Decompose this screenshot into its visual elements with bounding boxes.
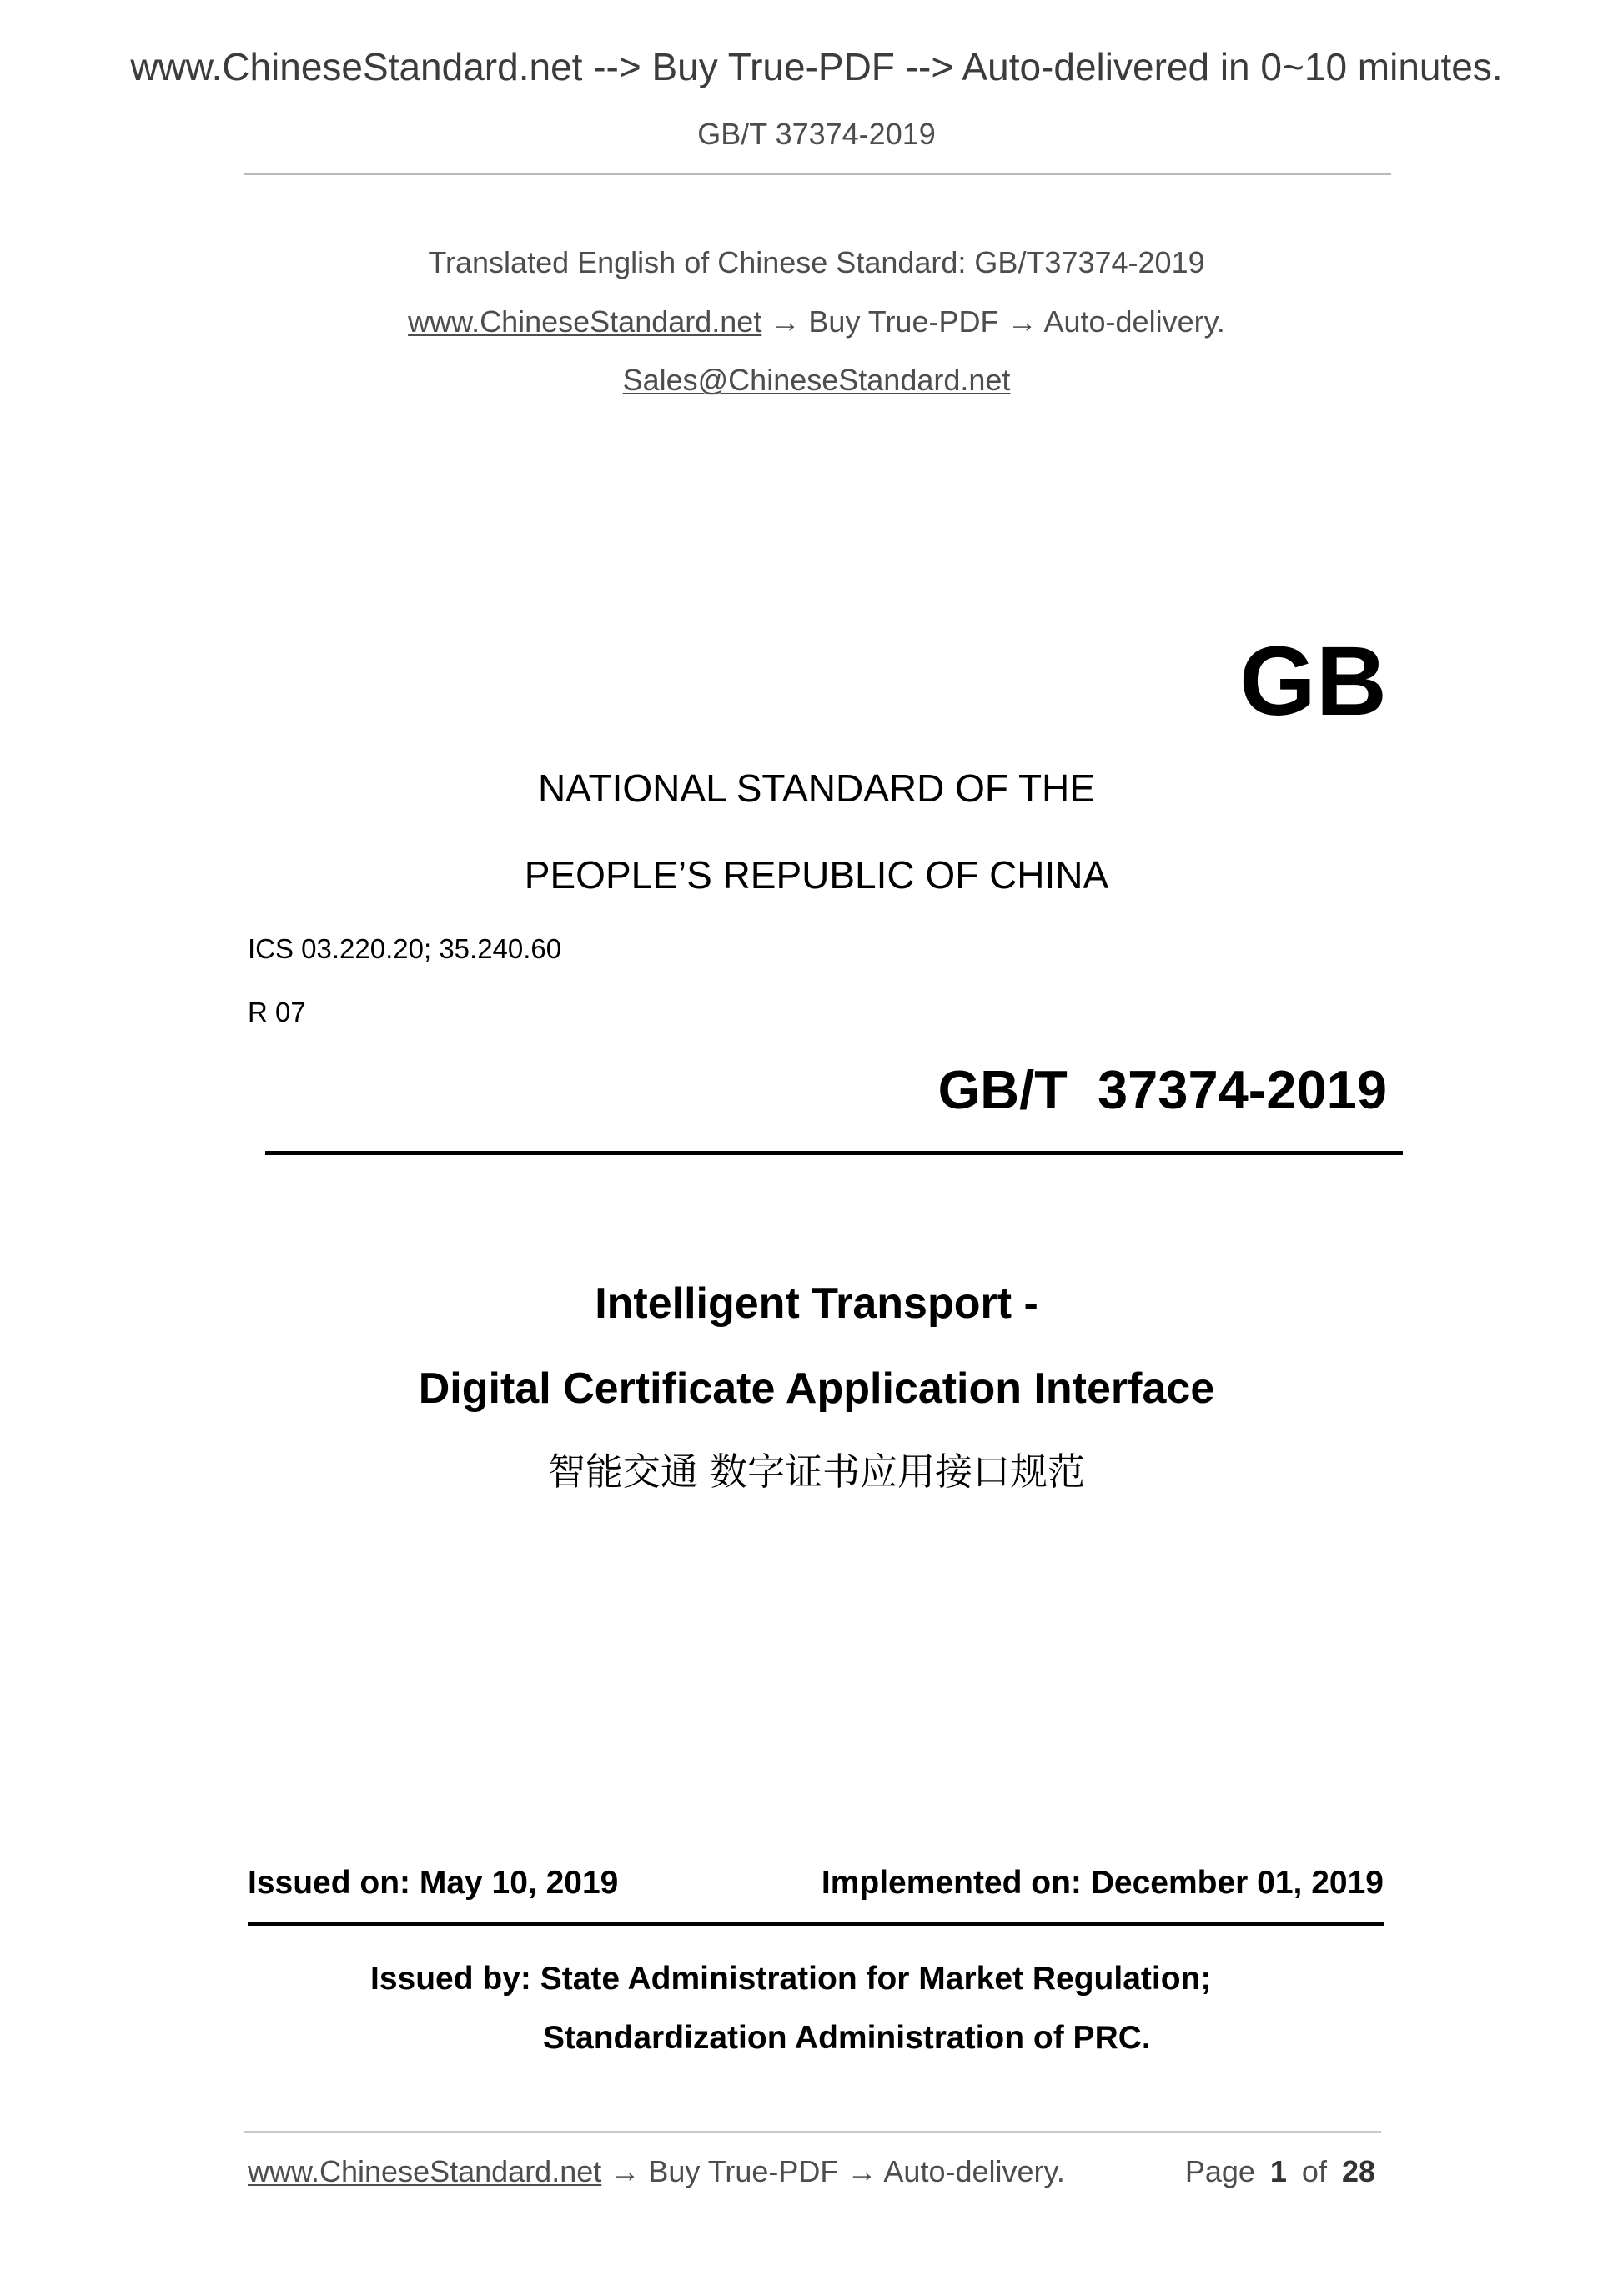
header-banner: www.ChineseStandard.net --> Buy True-PDF --> Auto-delivered in 0~10 minutes. xyxy=(130,45,1503,88)
dates-rule xyxy=(248,1922,1384,1926)
implemented-on-date: Implemented on: December 01, 2019 xyxy=(821,1865,1384,1901)
page-of-label: of xyxy=(1301,2154,1327,2188)
ccs-code: R 07 xyxy=(248,997,306,1027)
sales-email-link[interactable]: Sales@ChineseStandard.net xyxy=(622,363,1011,397)
header-divider xyxy=(244,173,1391,175)
national-standard-line-1: NATIONAL STANDARD OF THE xyxy=(538,766,1095,810)
standard-number: GB/T 37374-2019 xyxy=(937,1059,1387,1120)
delivery-text: → Buy True-PDF → Auto-delivery. xyxy=(770,304,1225,339)
page-total: 28 xyxy=(1341,2154,1375,2188)
national-standard-line-2: PEOPLE’S REPUBLIC OF CHINA xyxy=(524,853,1109,897)
page-indicator xyxy=(1184,2154,1375,2188)
footer-divider xyxy=(244,2131,1381,2133)
document-title-line-1: Intelligent Transport - xyxy=(595,1279,1038,1328)
site-link[interactable]: www.ChineseStandard.net xyxy=(408,304,762,339)
translation-notice-email-row xyxy=(10,365,1623,395)
document-title-line-2: Digital Certificate Application Interface xyxy=(418,1364,1215,1413)
page-label: Page xyxy=(1184,2154,1255,2188)
page-current: 1 xyxy=(1269,2154,1287,2188)
footer-delivery-text: → Buy True-PDF → Auto-delivery. xyxy=(610,2154,1065,2188)
standard-number-rule xyxy=(265,1151,1403,1155)
issued-on-date: Issued on: May 10, 2019 xyxy=(248,1865,619,1901)
document-title-chinese: 智能交通 数字证书应用接口规范 xyxy=(547,1449,1086,1494)
footer-site-link[interactable]: www.ChineseStandard.net xyxy=(248,2154,602,2188)
translation-notice-title: Translated English of Chinese Standard: GB/T37374-2019 xyxy=(428,245,1205,279)
ics-code: ICS 03.220.20; 35.240.60 xyxy=(248,933,562,964)
header-doc-code: GB/T 37374-2019 xyxy=(697,117,936,151)
translation-notice-delivery xyxy=(10,304,1623,339)
footer-delivery xyxy=(248,2154,1065,2188)
gb-mark: GB xyxy=(1239,626,1387,736)
issued-by-line-1: Issued by: State Administration for Market Regulation; xyxy=(370,1961,1212,1997)
issued-by-line-2: Standardization Administration of PRC. xyxy=(543,2020,1151,2056)
